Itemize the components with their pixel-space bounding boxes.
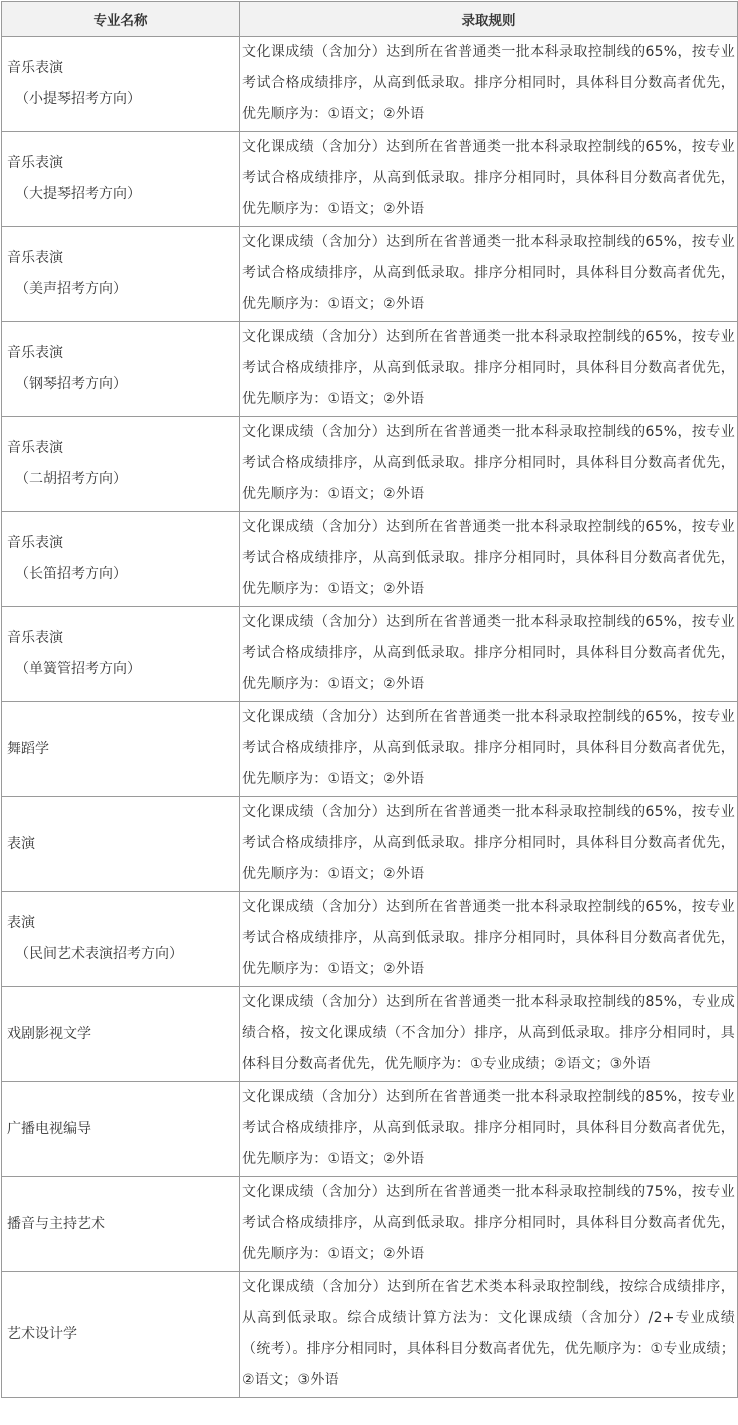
major-name: 音乐表演 bbox=[7, 60, 63, 76]
admission-rule-text: 文化课成绩（含加分）达到所在省普通类一批本科录取控制线的75%，按专业考试合格成绩排序，从高到低录取。排序分相同时，具体科目分数高者优先，优先顺序为：①语文；②外语 bbox=[240, 1177, 738, 1272]
major-name-cell bbox=[2, 512, 240, 607]
table-row bbox=[2, 322, 738, 417]
admission-rule-text: 文化课成绩（含加分）达到所在省普通类一批本科录取控制线的65%，按专业考试合格成绩排序，从高到低录取。排序分相同时，具体科目分数高者优先，优先顺序为：①语文；②外语 bbox=[240, 797, 738, 892]
major-name: 舞蹈学 bbox=[7, 740, 49, 757]
admission-rule-text: 文化课成绩（含加分）达到所在省普通类一批本科录取控制线的65%，按专业考试合格成绩排序，从高到低录取。排序分相同时，具体科目分数高者优先，优先顺序为：①语文；②外语 bbox=[240, 417, 738, 512]
major-name: 播音与主持艺术 bbox=[7, 1215, 105, 1232]
table-row bbox=[2, 132, 738, 227]
admission-rule-text: 文化课成绩（含加分）达到所在省普通类一批本科录取控制线的85%，专业成绩合格，按文化课成绩（不含加分）排序，从高到低录取。排序分相同时，具体科目分数高者优先，优先顺序为：①专业成绩；②语文；③外语 bbox=[240, 987, 738, 1082]
major-name: 戏剧影视文学 bbox=[7, 1025, 91, 1042]
major-name-cell bbox=[2, 797, 240, 892]
table-row bbox=[2, 797, 738, 892]
admission-rule-text: 文化课成绩（含加分）达到所在省普通类一批本科录取控制线的65%，按专业考试合格成绩排序，从高到低录取。排序分相同时，具体科目分数高者优先，优先顺序为：①语文；②外语 bbox=[240, 512, 738, 607]
major-name: 音乐表演 bbox=[7, 630, 63, 646]
table-row bbox=[2, 1272, 738, 1398]
major-name: 艺术设计学 bbox=[7, 1326, 77, 1342]
major-direction: （民间艺术表演招考方向） bbox=[15, 946, 183, 962]
major-name: 表演 bbox=[7, 915, 35, 931]
major-name-cell bbox=[2, 987, 240, 1082]
major-name-cell bbox=[2, 322, 240, 417]
major-name-cell bbox=[2, 607, 240, 702]
major-name-cell bbox=[2, 37, 240, 132]
table-row bbox=[2, 512, 738, 607]
table-row bbox=[2, 1082, 738, 1177]
table-row bbox=[2, 987, 738, 1082]
table-row bbox=[2, 1177, 738, 1272]
major-name: 音乐表演 bbox=[7, 250, 63, 266]
header-admission-rule: 录取规则 bbox=[240, 2, 738, 37]
major-name: 音乐表演 bbox=[7, 535, 63, 551]
table-row bbox=[2, 417, 738, 512]
major-direction: （小提琴招考方向） bbox=[15, 91, 141, 107]
major-direction: （美声招考方向） bbox=[15, 281, 127, 297]
major-direction: （二胡招考方向） bbox=[15, 471, 127, 487]
major-name-cell bbox=[2, 227, 240, 322]
major-direction: （单簧管招考方向） bbox=[15, 661, 141, 677]
admission-rule-text: 文化课成绩（含加分）达到所在省普通类一批本科录取控制线的65%，按专业考试合格成绩排序，从高到低录取。排序分相同时，具体科目分数高者优先，优先顺序为：①语文；②外语 bbox=[240, 37, 738, 132]
table-row bbox=[2, 607, 738, 702]
header-major-name: 专业名称 bbox=[2, 2, 240, 37]
major-name-cell bbox=[2, 702, 240, 797]
table-row bbox=[2, 892, 738, 987]
major-name: 音乐表演 bbox=[7, 345, 63, 361]
admission-rules-table bbox=[1, 1, 738, 1398]
table-row bbox=[2, 702, 738, 797]
table-row bbox=[2, 227, 738, 322]
admission-rule-text: 文化课成绩（含加分）达到所在省普通类一批本科录取控制线的65%，按专业考试合格成绩排序，从高到低录取。排序分相同时，具体科目分数高者优先，优先顺序为：①语文；②外语 bbox=[240, 322, 738, 417]
admission-rule-text: 文化课成绩（含加分）达到所在省普通类一批本科录取控制线的85%，按专业考试合格成绩排序，从高到低录取。排序分相同时，具体科目分数高者优先，优先顺序为：①语文；②外语 bbox=[240, 1082, 738, 1177]
major-name-cell bbox=[2, 892, 240, 987]
major-name-cell bbox=[2, 1177, 240, 1272]
major-name-cell bbox=[2, 1272, 240, 1398]
admission-rule-text: 文化课成绩（含加分）达到所在省普通类一批本科录取控制线的65%，按专业考试合格成绩排序，从高到低录取。排序分相同时，具体科目分数高者优先，优先顺序为：①语文；②外语 bbox=[240, 132, 738, 227]
major-name-cell bbox=[2, 417, 240, 512]
major-name: 表演 bbox=[7, 835, 35, 852]
major-name: 音乐表演 bbox=[7, 155, 63, 171]
table-row bbox=[2, 37, 738, 132]
major-direction: （大提琴招考方向） bbox=[15, 186, 141, 202]
table-body bbox=[2, 37, 738, 1398]
admission-rule-text: 文化课成绩（含加分）达到所在省艺术类本科录取控制线，按综合成绩排序，从高到低录取。综合成绩计算方法为：文化课成绩（含加分）/2+专业成绩（统考）。排序分相同时，具体科目分数高者优先，优先顺序为：①专业成绩；②语文；③外语 bbox=[240, 1272, 738, 1398]
major-name: 音乐表演 bbox=[7, 440, 63, 456]
admission-rule-text: 文化课成绩（含加分）达到所在省普通类一批本科录取控制线的65%，按专业考试合格成绩排序，从高到低录取。排序分相同时，具体科目分数高者优先，优先顺序为：①语文；②外语 bbox=[240, 892, 738, 987]
major-direction: （钢琴招考方向） bbox=[15, 376, 127, 392]
table-header-row bbox=[2, 2, 738, 37]
admission-rule-text: 文化课成绩（含加分）达到所在省普通类一批本科录取控制线的65%，按专业考试合格成绩排序，从高到低录取。排序分相同时，具体科目分数高者优先，优先顺序为：①语文；②外语 bbox=[240, 607, 738, 702]
major-name-cell bbox=[2, 132, 240, 227]
major-name: 广播电视编导 bbox=[7, 1120, 91, 1137]
major-direction: （长笛招考方向） bbox=[15, 566, 127, 582]
admission-rule-text: 文化课成绩（含加分）达到所在省普通类一批本科录取控制线的65%，按专业考试合格成绩排序，从高到低录取。排序分相同时，具体科目分数高者优先，优先顺序为：①语文；②外语 bbox=[240, 702, 738, 797]
admission-rule-text: 文化课成绩（含加分）达到所在省普通类一批本科录取控制线的65%，按专业考试合格成绩排序，从高到低录取。排序分相同时，具体科目分数高者优先，优先顺序为：①语文；②外语 bbox=[240, 227, 738, 322]
major-name-cell bbox=[2, 1082, 240, 1177]
